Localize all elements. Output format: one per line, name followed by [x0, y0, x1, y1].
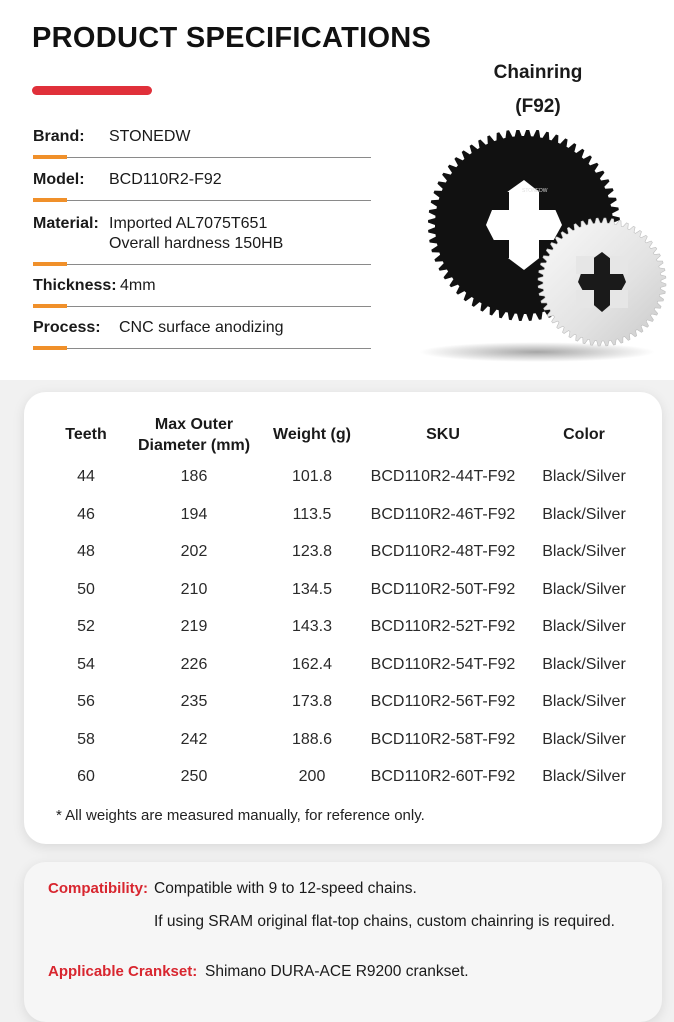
- table-row: [24, 731, 662, 755]
- table-row: [24, 656, 662, 680]
- cell-color: Black/Silver: [542, 768, 626, 785]
- cell-weight: 143.3: [291, 618, 333, 635]
- cell-sku: BCD110R2-54T-F92: [370, 655, 516, 673]
- cell-weight: 188.6: [291, 730, 333, 748]
- cell-weight: 113.5: [292, 505, 332, 523]
- table-row: [24, 768, 662, 792]
- spec-divider: [33, 157, 371, 158]
- spec-value: STONEDW: [109, 128, 191, 145]
- spec-label: Process:: [33, 319, 101, 336]
- spec-row-material: [33, 215, 371, 252]
- compatibility-line2: If using SRAM original flat-top chains, custom chainring is required.: [154, 913, 615, 930]
- spec-row-brand: [33, 128, 371, 146]
- silver-chainring: [538, 218, 666, 346]
- cell-sku: BCD110R2-48T-F92: [370, 543, 516, 560]
- spec-value: BCD110R2-F92: [109, 171, 222, 188]
- spec-row-process: [33, 319, 371, 337]
- cell-weight: 123.8: [291, 543, 333, 560]
- spec-value: Imported AL7075T651: [109, 215, 268, 232]
- spec-row-thickness: [33, 277, 371, 295]
- divider-accent: [33, 346, 67, 350]
- cell-diameter: 202: [180, 543, 208, 560]
- crankset-label: Applicable Crankset:: [48, 963, 198, 980]
- cell-color: Black/Silver: [542, 468, 626, 485]
- table-row: [24, 468, 662, 492]
- table-row: [24, 506, 662, 530]
- spec-label: Material:: [33, 215, 99, 232]
- divider-accent: [33, 155, 67, 159]
- compatibility-label: Compatibility:: [48, 880, 148, 897]
- cell-teeth: 54: [77, 655, 95, 673]
- cell-diameter: 235: [180, 693, 208, 710]
- cell-color: Black/Silver: [542, 505, 626, 523]
- product-subtitle: (F92): [515, 96, 561, 117]
- cell-weight: 101.8: [291, 468, 333, 485]
- product-title: Chainring: [493, 62, 583, 83]
- cell-diameter: 186: [180, 468, 208, 485]
- table-row: [24, 693, 662, 717]
- cell-sku: BCD110R2-46T-F92: [370, 505, 516, 523]
- page-title: PRODUCT SPECIFICATIONS: [32, 22, 432, 54]
- col-header-weight: Weight (g): [273, 426, 351, 443]
- spec-value: 4mm: [120, 277, 156, 294]
- cell-sku: BCD110R2-60T-F92: [370, 768, 516, 785]
- table-row: [24, 543, 662, 567]
- spec-label: Brand:: [33, 128, 85, 145]
- spec-value-secondary: Overall hardness 150HB: [109, 235, 284, 252]
- spec-divider: [33, 264, 371, 265]
- divider-accent: [33, 198, 67, 202]
- cell-diameter: 219: [180, 618, 208, 635]
- col-header-color: Color: [563, 426, 605, 443]
- product-shadow: [419, 342, 655, 362]
- spec-row-model: [33, 171, 371, 189]
- cell-sku: BCD110R2-58T-F92: [370, 730, 516, 748]
- cell-weight: 134.5: [291, 580, 333, 598]
- cell-teeth: 50: [77, 580, 95, 598]
- spec-divider: [33, 348, 371, 349]
- divider-accent: [33, 304, 67, 308]
- cell-color: Black/Silver: [542, 655, 626, 673]
- cell-sku: BCD110R2-52T-F92: [370, 618, 516, 635]
- cell-teeth: 60: [77, 768, 95, 785]
- cell-teeth: 48: [77, 543, 95, 560]
- cell-diameter: 194: [180, 505, 208, 523]
- cell-teeth: 56: [77, 693, 95, 710]
- spec-divider: [33, 306, 371, 307]
- compatibility-card: [24, 862, 662, 1022]
- cell-weight: 162.4: [291, 655, 333, 673]
- col-header-diameter-line2: Diameter (mm): [137, 437, 251, 454]
- spec-label: Thickness:: [33, 277, 117, 294]
- col-header-teeth: Teeth: [65, 426, 107, 443]
- crankset-value: Shimano DURA-ACE R9200 crankset.: [205, 963, 469, 980]
- table-row: [24, 618, 662, 642]
- cell-diameter: 210: [180, 580, 208, 598]
- cell-color: Black/Silver: [542, 543, 626, 560]
- spec-value: CNC surface anodizing: [119, 319, 284, 336]
- size-table-card: [24, 392, 662, 844]
- cell-diameter: 242: [180, 730, 208, 748]
- col-header-diameter-line1: Max Outer: [154, 416, 234, 433]
- cell-sku: BCD110R2-56T-F92: [370, 693, 516, 710]
- spec-divider: [33, 200, 371, 201]
- cell-diameter: 226: [180, 655, 208, 673]
- cell-teeth: 44: [77, 468, 95, 485]
- cell-color: Black/Silver: [542, 730, 626, 748]
- cell-color: Black/Silver: [542, 693, 626, 710]
- cell-teeth: 52: [77, 618, 95, 635]
- col-header-sku: SKU: [426, 426, 460, 443]
- cell-diameter: 250: [180, 768, 208, 785]
- cell-teeth: 46: [77, 505, 95, 523]
- title-accent-bar: [32, 86, 152, 95]
- cell-color: Black/Silver: [542, 580, 626, 598]
- weight-note: * All weights are measured manually, for reference only.: [56, 807, 425, 824]
- chainring-product-image: [412, 130, 674, 370]
- cell-sku: BCD110R2-50T-F92: [370, 580, 516, 598]
- cell-sku: BCD110R2-44T-F92: [370, 468, 516, 485]
- cell-color: Black/Silver: [542, 618, 626, 635]
- cell-weight: 173.8: [291, 693, 333, 710]
- compatibility-line1: Compatible with 9 to 12-speed chains.: [154, 880, 417, 897]
- divider-accent: [33, 262, 67, 266]
- col-header-diameter: [126, 414, 262, 456]
- table-row: [24, 581, 662, 605]
- cell-weight: 200: [298, 768, 326, 785]
- spec-label: Model:: [33, 171, 85, 188]
- chainring-logo: STONEDW: [522, 188, 548, 194]
- cell-teeth: 58: [77, 730, 95, 748]
